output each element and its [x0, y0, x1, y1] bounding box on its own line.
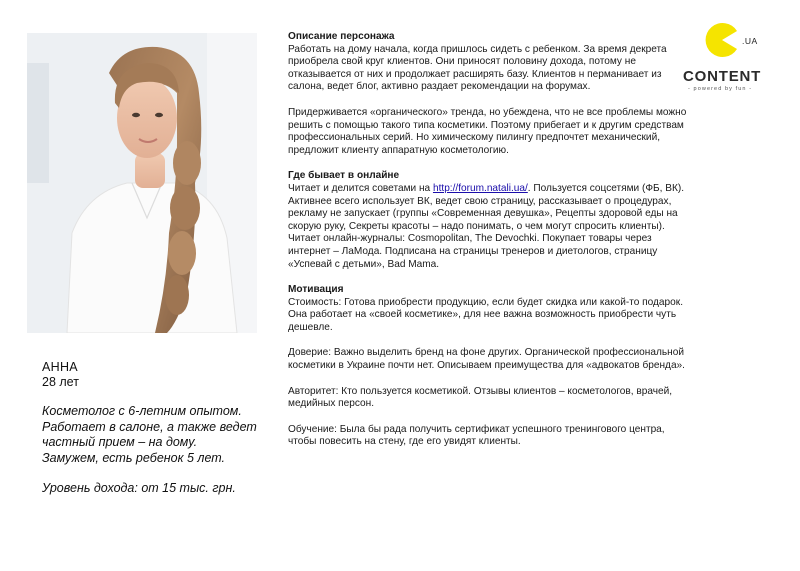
persona-photo-illustration: [27, 33, 257, 333]
persona-age: 28 лет: [42, 375, 79, 389]
online-heading: Где бывает в онлайне: [288, 170, 400, 182]
motivation-heading: Мотивация: [288, 284, 344, 296]
content-ua-logo: [682, 22, 772, 94]
motivation-trust: Доверие: Важно выделить бренд на фоне других. Органической профессиональной косметики в Украине почти нет. Описываем преимущества для «адвокатов бренда».: [288, 347, 685, 372]
online-text-end: . Пользуется соцсетями (ФБ, ВК). Активнее всего использует ВК, ведет свою страницу, рассказывает о процедурах, рекламу не запускает (группы «Современная девушка», Рецепты здоровой еды на скорую руку, Секреты красоты – надо понимать, о чем могут спросить клиенты). Читает онлайн-журналы: Cosmopolitan, The Devochki. Покупает товары через интернет – ЛаМода. Подписана на страницы тренеров и диетологов, страницу «Успевай с детьми», Bad Mama.: [288, 182, 685, 270]
motivation-cost: Стоимость: Готова приобрести продукцию, если будет скидка или какой-то подарок. Она работает на «своей косметике», для нее важна возможность приобрести чуть дешевле.: [288, 296, 683, 333]
description-paragraph-1: Работать на дому начала, когда пришлось сидеть с ребенком. За время декрета приобрела свой круг клиентов. Они приносят половину дохода, потому не отказывается от них и продолжает расширять базу. Клиентов н перманивает из салона, ведет блог, активно раздает рекомендации на форумах.: [288, 43, 667, 93]
online-text-start: Читает и делится советами на: [288, 182, 433, 194]
logo-wordmark: CONTENT: [683, 68, 762, 85]
persona-summary: [42, 360, 257, 496]
logo-tagline: - powered by fun -: [688, 86, 753, 92]
logo-suffix: .UA: [742, 36, 758, 46]
persona-income: Уровень дохода: от 15 тыс. грн.: [42, 481, 236, 495]
persona-details: [288, 31, 688, 462]
description-paragraph-2: Придерживается «органического» тренда, но убеждена, что не все проблемы можно решить с помощью такого типа косметики. Поэтому прибегает и к другим средствам профессиональных серий. Но химическому пилингу предпочтет механический, предложит клиенту аппаратную косметологию.: [288, 106, 687, 156]
online-paragraph: [288, 183, 688, 271]
persona-photo: [27, 33, 257, 333]
forum-link[interactable]: http://forum.natali.ua/: [432, 182, 528, 194]
persona-bio: Косметолог с 6-летним опытом. Работает в салоне, а также ведет частный прием – на дому. Замужем, есть ребенок 5 лет.: [42, 404, 257, 465]
motivation-learning: Обучение: Была бы рада получить сертификат успешного тренингового центра, чтобы повесить на стену, где его увидят клиенты.: [288, 423, 665, 448]
pacman-logo-icon: [704, 22, 740, 58]
description-heading: Описание персонажа: [288, 31, 395, 42]
persona-name: АННА: [42, 360, 78, 374]
motivation-authority: Авторитет: Кто пользуется косметикой. Отзывы клиентов – косметологов, врачей, медийных персон.: [288, 385, 673, 410]
